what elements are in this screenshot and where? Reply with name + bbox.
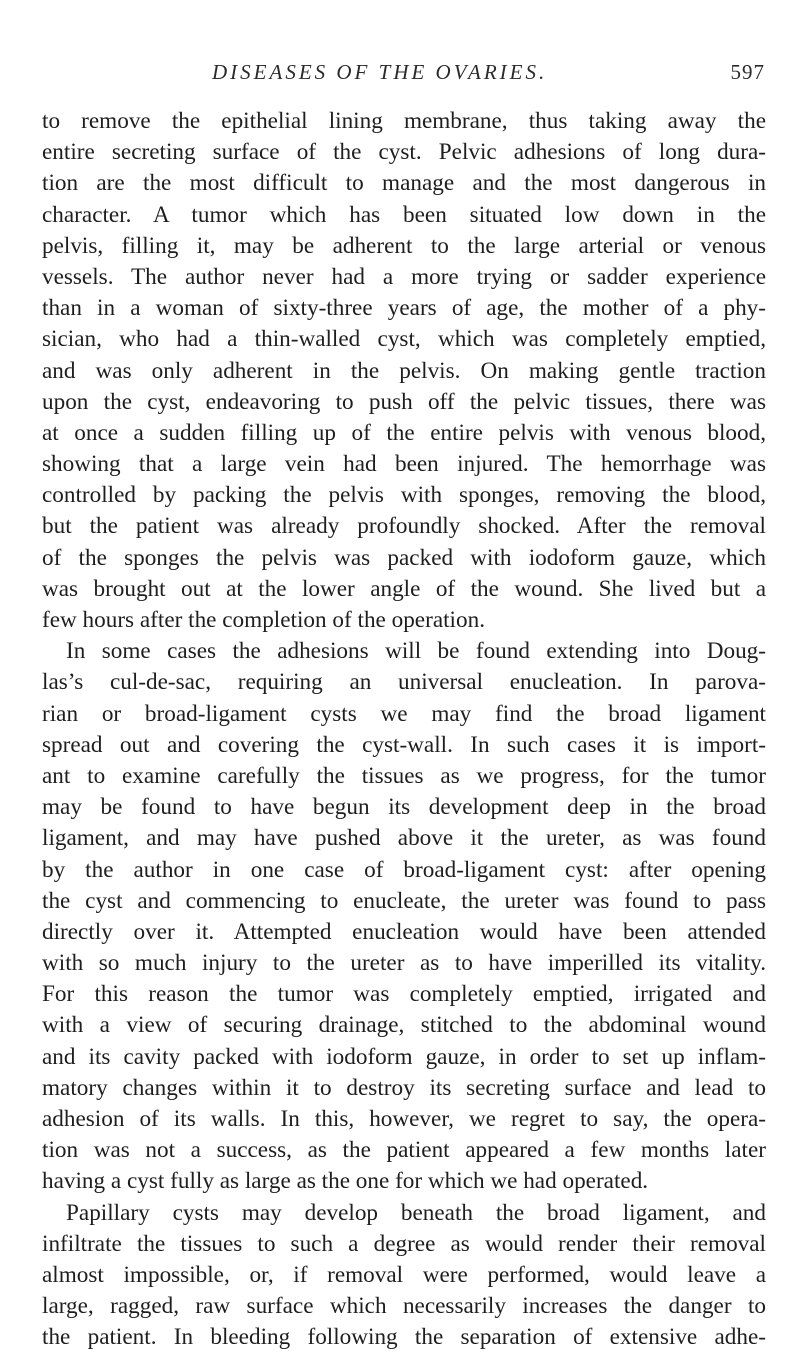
text-line: ligament, and may have pushed above it the ureter, as was found [42, 825, 766, 852]
text-line: and its cavity packed with iodoform gauze, in order to set up inflam- [42, 1043, 766, 1070]
text-line: pelvis, filling it, may be adherent to the large arterial or venous [42, 232, 766, 259]
text-line: In some cases the adhesions will be found extending into Doug- [66, 638, 766, 665]
text-line: ant to examine carefully the tissues as we progress, for the tumor [42, 762, 766, 789]
text-line: tion was not a success, as the patient appeared a few months later [42, 1137, 766, 1164]
text-line: to remove the epithelial lining membrane, thus taking away the [42, 108, 766, 134]
text-line: adhesion of its walls. In this, however, we regret to say, the opera- [42, 1106, 766, 1132]
text-line: the cyst and commencing to enucleate, the ureter was found to pass [42, 887, 766, 914]
text-line: For this reason the tumor was completely emptied, irrigated and [42, 981, 766, 1008]
text-line: controlled by packing the pelvis with sponges, removing the blood, [42, 482, 766, 509]
text-line: the patient. In bleeding following the separation of extensive adhe- [42, 1324, 766, 1351]
text-line: Papillary cysts may develop beneath the broad ligament, and [66, 1199, 766, 1226]
text-line: las’s cul-de-sac, requiring an universal enucleation. In parova- [42, 669, 766, 696]
text-line: upon the cyst, endeavoring to push off the pelvic tissues, there was [42, 388, 766, 415]
text-line: tion are the most difficult to manage and the most dangerous in [42, 170, 766, 197]
text-line: infiltrate the tissues to such a degree as would render their removal [42, 1230, 766, 1257]
text-line: spread out and covering the cyst-wall. In such cases it is import- [42, 731, 766, 758]
text-line: showing that a large vein had been injured. The hemorrhage was [42, 451, 766, 478]
running-head [0, 60, 800, 90]
text-line: with so much injury to the ureter as to have imperilled its vitality. [42, 950, 766, 977]
text-line: vessels. The author never had a more trying or sadder experience [42, 263, 766, 290]
text-line: rian or broad-ligament cysts we may find the broad ligament [42, 700, 766, 727]
text-line: was brought out at the lower angle of the wound. She lived but a [42, 575, 766, 602]
text-line: by the author in one case of broad-ligament cyst: after opening [42, 856, 766, 883]
text-line: few hours after the completion of the operation. [42, 607, 485, 633]
text-line: entire secreting surface of the cyst. Pelvic adhesions of long dura- [42, 139, 766, 166]
text-line: large, ragged, raw surface which necessarily increases the danger to [42, 1293, 766, 1320]
text-line: than in a woman of sixty-three years of age, the mother of a phy- [42, 295, 766, 322]
text-line: character. A tumor which has been situated low down in the [42, 201, 766, 228]
text-line: matory changes within it to destroy its secreting surface and lead to [42, 1074, 766, 1101]
running-title: DISEASES OF THE OVARIES. [212, 60, 548, 84]
text-line: may be found to have begun its development deep in the broad [42, 794, 766, 821]
text-line: having a cyst fully as large as the one for which we had operated. [42, 1168, 649, 1195]
text-line: with a view of securing drainage, stitched to the abdominal wound [42, 1012, 766, 1039]
text-line: of the sponges the pelvis was packed with iodoform gauze, which [42, 544, 766, 571]
text-line: but the patient was already profoundly shocked. After the removal [42, 513, 766, 540]
body-text [42, 106, 766, 1354]
text-line: almost impossible, or, if removal were performed, would leave a [42, 1261, 766, 1288]
text-line: and was only adherent in the pelvis. On making gentle traction [42, 357, 766, 384]
text-line: directly over it. Attempted enucleation would have been attended [42, 918, 766, 945]
page-number: 597 [730, 60, 765, 84]
text-line: at once a sudden filling up of the entire pelvis with venous blood, [42, 419, 766, 446]
text-line: sician, who had a thin-walled cyst, which was completely emptied, [42, 326, 766, 353]
